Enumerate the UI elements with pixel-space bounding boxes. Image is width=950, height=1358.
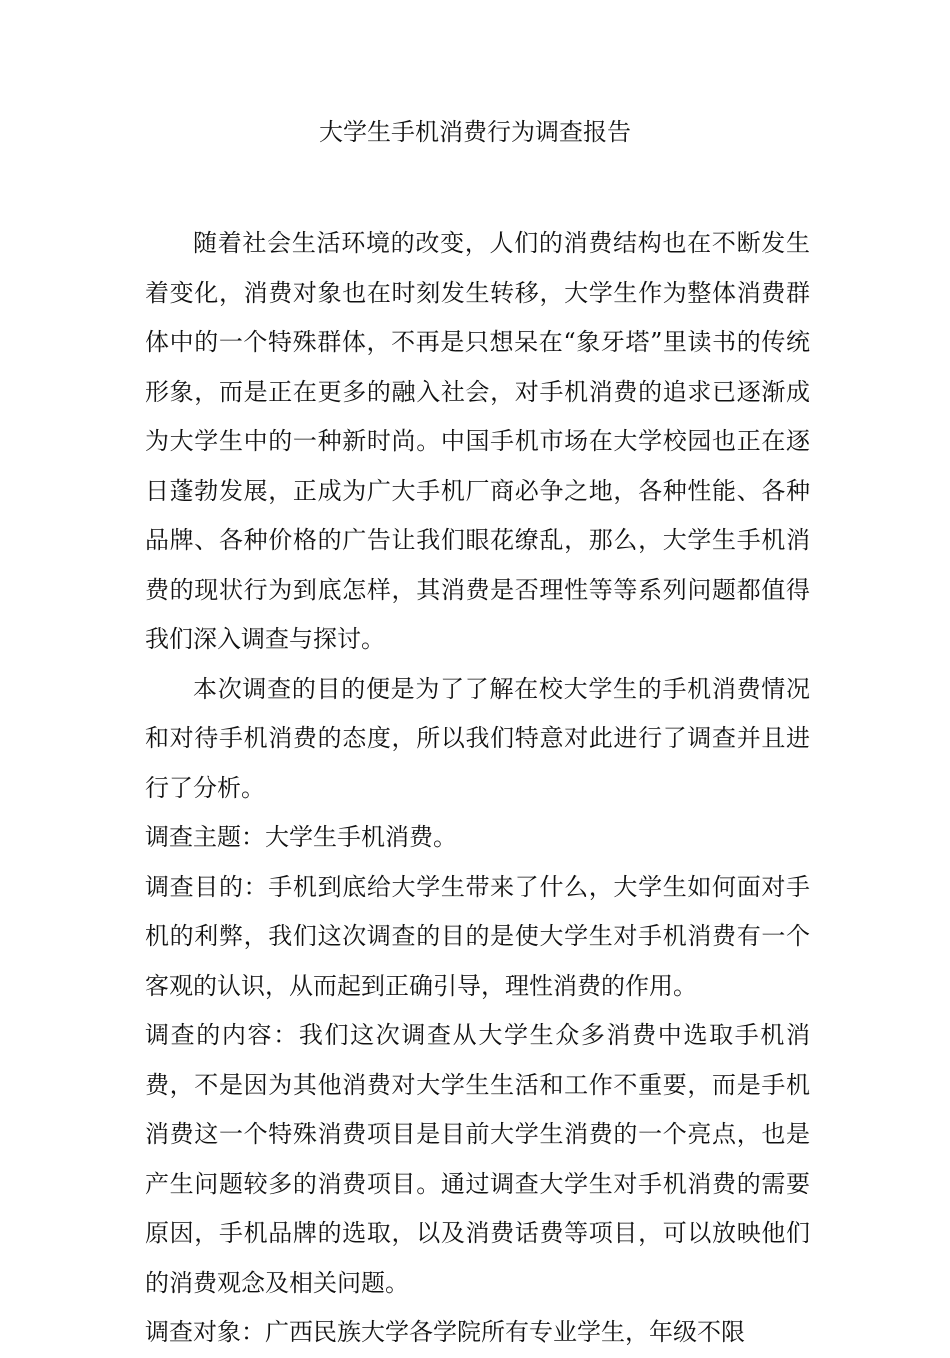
paragraph-survey-subjects: 调查对象：广西民族大学各学院所有专业学生，年级不限 <box>145 1318 745 1346</box>
document-title: 大学生手机消费行为调查报告 <box>319 118 631 146</box>
document-body <box>145 219 810 1358</box>
paragraph-survey-content: 调查的内容：我们这次调查从大学生众多消费中选取手机消费，不是因为其他消费对大学生生活和工作不重要，而是手机消费这一个特殊消费项目是目前大学生消费的一个亮点，也是产生问题较多的消费项目。通过调查大学生对手机消费的需要原因，手机品牌的选取，以及消费话费等项目，可以放映他们的消费观念及相关问题。 <box>145 1021 810 1297</box>
paragraph-intro: 随着社会生活环境的改变，人们的消费结构也在不断发生着变化，消费对象也在时刻发生转移，大学生作为整体消费群体中的一个特殊群体，不再是只想呆在“象牙塔”里读书的传统形象，而是正在更多的融入社会，对手机消费的追求已逐渐成为大学生中的一种新时尚。中国手机市场在大学校园也正在逐日蓬勃发展，正成为广大手机厂商必争之地，各种性能、各种品牌、各种价格的广告让我们眼花缭乱，那么，大学生手机消费的现状行为到底怎样，其消费是否理性等等系列问题都值得我们深入调查与探讨。 <box>145 229 810 653</box>
paragraph-survey-theme: 调查主题：大学生手机消费。 <box>145 823 457 851</box>
paragraph-purpose-overview: 本次调查的目的便是为了了解在校大学生的手机消费情况和对待手机消费的态度，所以我们特意对此进行了调查并且进行了分析。 <box>145 674 810 802</box>
paragraph-survey-purpose: 调查目的：手机到底给大学生带来了什么，大学生如何面对手机的利弊，我们这次调查的目的是使大学生对手机消费有一个客观的认识，从而起到正确引导，理性消费的作用。 <box>145 872 810 1000</box>
